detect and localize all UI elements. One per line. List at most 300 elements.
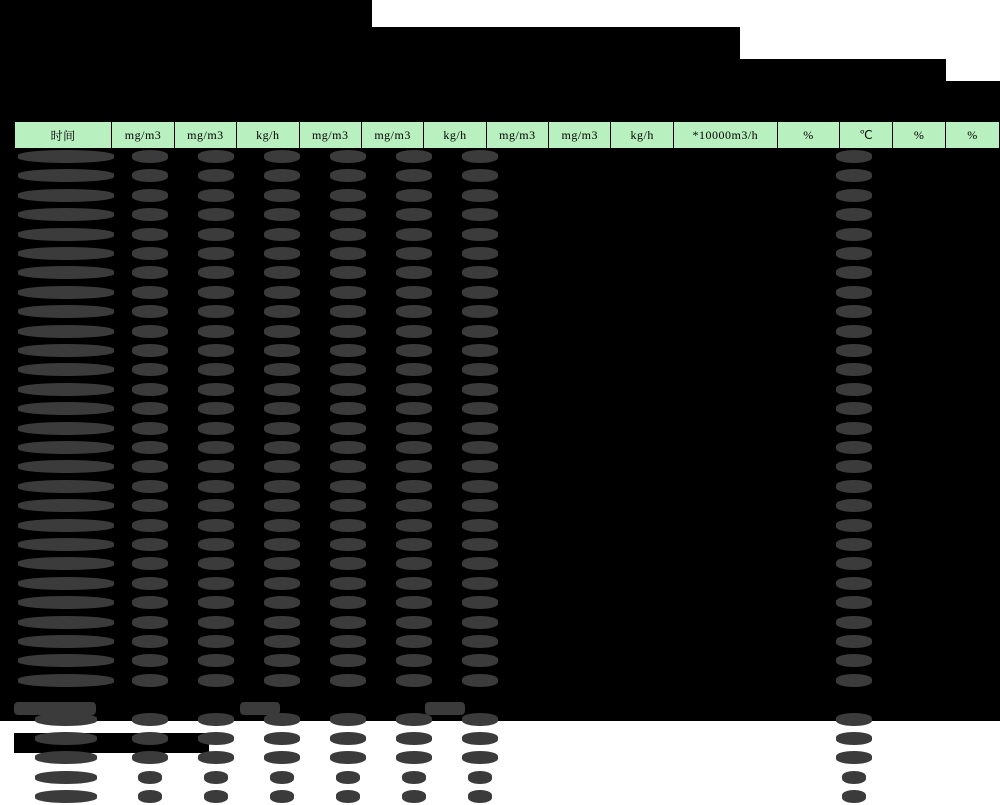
redacted-cell bbox=[132, 480, 168, 493]
unit-cell-5: mg/m3 bbox=[362, 122, 424, 148]
unit-cell-percent-3: % bbox=[967, 127, 978, 142]
redacted-cell bbox=[198, 674, 234, 687]
redacted-cell bbox=[330, 305, 366, 318]
redacted-cell bbox=[836, 596, 872, 609]
redacted-cell bbox=[462, 732, 498, 745]
redacted-cell bbox=[836, 460, 872, 473]
redacted-cell bbox=[462, 383, 498, 396]
redacted-cell bbox=[462, 169, 498, 182]
redacted-cell bbox=[396, 189, 432, 202]
redacted-cell bbox=[18, 635, 114, 648]
redacted-cell bbox=[18, 538, 114, 551]
redacted-cell bbox=[336, 771, 360, 784]
redacted-cell bbox=[462, 228, 498, 241]
redacted-cell bbox=[836, 654, 872, 667]
redacted-cell bbox=[842, 790, 866, 803]
redacted-cell bbox=[198, 266, 234, 279]
redacted-cell bbox=[138, 771, 162, 784]
redacted-cell bbox=[18, 480, 114, 493]
table-row bbox=[0, 480, 1000, 495]
table-row bbox=[0, 538, 1000, 553]
redacted-cell bbox=[198, 228, 234, 241]
table-row bbox=[0, 616, 1000, 631]
redacted-cell bbox=[18, 363, 114, 376]
redacted-title-band-middle bbox=[0, 27, 740, 59]
table-row bbox=[0, 519, 1000, 534]
redacted-cell bbox=[836, 208, 872, 221]
redacted-cell bbox=[330, 499, 366, 512]
redacted-cell bbox=[836, 344, 872, 357]
redacted-cell bbox=[18, 344, 114, 357]
redacted-cell bbox=[402, 790, 426, 803]
redacted-cell bbox=[396, 557, 432, 570]
table-row bbox=[0, 596, 1000, 611]
redacted-cell bbox=[18, 383, 114, 396]
unit-cell-6: kg/h bbox=[424, 122, 486, 148]
redacted-cell bbox=[198, 325, 234, 338]
redacted-cell bbox=[264, 538, 300, 551]
redacted-cell bbox=[18, 557, 114, 570]
redacted-cell bbox=[396, 654, 432, 667]
redacted-cell bbox=[18, 228, 114, 241]
redacted-cell bbox=[836, 169, 872, 182]
redacted-cell bbox=[264, 150, 300, 163]
redacted-cell bbox=[836, 751, 872, 764]
unit-cell-3: kg/h bbox=[237, 122, 299, 148]
redacted-cell bbox=[462, 247, 498, 260]
redacted-cell bbox=[396, 596, 432, 609]
redacted-cell bbox=[132, 189, 168, 202]
redacted-cell bbox=[198, 441, 234, 454]
redacted-cell bbox=[198, 538, 234, 551]
redacted-cell bbox=[204, 771, 228, 784]
unit-cell-4: mg/m3 bbox=[300, 122, 362, 148]
redacted-cell bbox=[330, 441, 366, 454]
redacted-cell bbox=[198, 208, 234, 221]
redacted-cell bbox=[330, 596, 366, 609]
unit-cell-time: 时间 bbox=[15, 122, 112, 148]
table-row bbox=[0, 228, 1000, 243]
redacted-cell bbox=[264, 305, 300, 318]
redacted-cell bbox=[836, 538, 872, 551]
redacted-cell bbox=[18, 422, 114, 435]
table-row bbox=[0, 286, 1000, 301]
redacted-cell bbox=[132, 305, 168, 318]
redacted-cell bbox=[330, 460, 366, 473]
redacted-cell bbox=[198, 305, 234, 318]
redacted-cell bbox=[132, 325, 168, 338]
redacted-cell bbox=[396, 363, 432, 376]
redacted-cell bbox=[264, 383, 300, 396]
redacted-cell bbox=[396, 441, 432, 454]
redacted-cell bbox=[462, 654, 498, 667]
table-row bbox=[0, 577, 1000, 592]
table-row bbox=[0, 247, 1000, 262]
redacted-cell bbox=[396, 286, 432, 299]
redacted-cell bbox=[336, 790, 360, 803]
table-row bbox=[0, 441, 1000, 456]
redacted-subtitle-band bbox=[0, 59, 946, 81]
redacted-cell bbox=[198, 596, 234, 609]
unit-cell-temp: ℃ bbox=[840, 122, 893, 148]
redacted-cell bbox=[264, 674, 300, 687]
redacted-cell bbox=[462, 635, 498, 648]
redacted-cell bbox=[462, 596, 498, 609]
redacted-cell bbox=[396, 208, 432, 221]
table-row bbox=[0, 383, 1000, 398]
table-row bbox=[0, 635, 1000, 650]
redacted-cell bbox=[264, 480, 300, 493]
unit-cell-7: mg/m3 bbox=[487, 122, 549, 148]
redacted-cell bbox=[836, 499, 872, 512]
redacted-cell bbox=[836, 422, 872, 435]
unit-cell-1: mg/m3 bbox=[112, 122, 174, 148]
redacted-cell bbox=[396, 169, 432, 182]
redacted-cell bbox=[198, 577, 234, 590]
redacted-cell bbox=[462, 499, 498, 512]
redacted-cell bbox=[198, 344, 234, 357]
redacted-cell bbox=[18, 460, 114, 473]
unit-cell-8: mg/m3 bbox=[549, 122, 611, 148]
redacted-cell bbox=[836, 383, 872, 396]
redacted-cell bbox=[132, 441, 168, 454]
table-row bbox=[0, 363, 1000, 378]
redacted-cell bbox=[836, 557, 872, 570]
redacted-cell bbox=[132, 286, 168, 299]
redacted-cell bbox=[132, 247, 168, 260]
redacted-cell bbox=[425, 702, 465, 715]
table-row bbox=[0, 208, 1000, 223]
redacted-cell bbox=[836, 732, 872, 745]
redacted-cell bbox=[462, 557, 498, 570]
table-row bbox=[0, 557, 1000, 572]
redacted-cell bbox=[264, 422, 300, 435]
table-row bbox=[0, 771, 1000, 786]
redacted-cell bbox=[132, 538, 168, 551]
redacted-cell bbox=[330, 325, 366, 338]
redacted-cell bbox=[330, 150, 366, 163]
redacted-cell bbox=[836, 674, 872, 687]
redacted-cell bbox=[18, 208, 114, 221]
redacted-cell bbox=[330, 266, 366, 279]
table-row bbox=[0, 499, 1000, 514]
table-row bbox=[0, 169, 1000, 184]
redacted-cell bbox=[468, 790, 492, 803]
redacted-cell bbox=[18, 674, 114, 687]
redacted-cell bbox=[330, 208, 366, 221]
table-row bbox=[0, 654, 1000, 669]
redacted-cell bbox=[18, 266, 114, 279]
redacted-cell bbox=[462, 538, 498, 551]
redacted-cell bbox=[330, 557, 366, 570]
redacted-cell bbox=[18, 596, 114, 609]
table-row bbox=[0, 344, 1000, 359]
redacted-cell bbox=[198, 616, 234, 629]
redacted-cell bbox=[836, 286, 872, 299]
redacted-cell bbox=[138, 790, 162, 803]
redacted-cell bbox=[264, 208, 300, 221]
redacted-cell bbox=[270, 790, 294, 803]
redacted-cell bbox=[330, 247, 366, 260]
redacted-cell bbox=[132, 616, 168, 629]
redacted-cell bbox=[35, 732, 97, 745]
redacted-cell bbox=[132, 266, 168, 279]
redacted-cell bbox=[396, 674, 432, 687]
redacted-cell bbox=[330, 169, 366, 182]
redacted-cell bbox=[264, 363, 300, 376]
redacted-cell bbox=[132, 460, 168, 473]
redacted-cell bbox=[18, 654, 114, 667]
redacted-cell bbox=[18, 616, 114, 629]
redacted-cell bbox=[396, 616, 432, 629]
redacted-cell bbox=[462, 208, 498, 221]
table-row bbox=[0, 674, 1000, 689]
redacted-cell bbox=[836, 247, 872, 260]
redacted-cell bbox=[330, 616, 366, 629]
redacted-cell bbox=[132, 169, 168, 182]
redacted-cell bbox=[462, 344, 498, 357]
table-row bbox=[0, 325, 1000, 340]
redacted-cell bbox=[18, 247, 114, 260]
table-row bbox=[0, 266, 1000, 281]
redacted-cell bbox=[396, 402, 432, 415]
redacted-cell bbox=[198, 402, 234, 415]
redacted-cell bbox=[462, 616, 498, 629]
redacted-cell bbox=[198, 654, 234, 667]
redacted-cell bbox=[264, 189, 300, 202]
redacted-cell bbox=[330, 228, 366, 241]
redacted-cell bbox=[836, 402, 872, 415]
redacted-cell bbox=[396, 751, 432, 764]
redacted-cell bbox=[198, 363, 234, 376]
redacted-cell bbox=[836, 480, 872, 493]
redacted-cell bbox=[264, 732, 300, 745]
redacted-cell bbox=[264, 402, 300, 415]
redacted-cell bbox=[396, 538, 432, 551]
redacted-cell bbox=[836, 363, 872, 376]
redacted-cell bbox=[836, 577, 872, 590]
redacted-cell bbox=[462, 150, 498, 163]
redacted-cell bbox=[330, 635, 366, 648]
redacted-cell bbox=[132, 499, 168, 512]
redacted-cell bbox=[836, 305, 872, 318]
redacted-cell bbox=[330, 751, 366, 764]
redacted-cell bbox=[198, 189, 234, 202]
redacted-cell bbox=[264, 460, 300, 473]
table-row bbox=[0, 790, 1000, 805]
redacted-cell bbox=[396, 499, 432, 512]
redacted-cell bbox=[264, 577, 300, 590]
redacted-cell bbox=[264, 441, 300, 454]
redacted-cell bbox=[330, 519, 366, 532]
redacted-cell bbox=[836, 266, 872, 279]
redacted-cell bbox=[836, 325, 872, 338]
redacted-cell bbox=[198, 499, 234, 512]
redacted-cell bbox=[264, 266, 300, 279]
redacted-cell bbox=[462, 305, 498, 318]
unit-cell-2: mg/m3 bbox=[175, 122, 237, 148]
table-row bbox=[0, 305, 1000, 320]
redacted-cell bbox=[18, 286, 114, 299]
redacted-cell bbox=[18, 519, 114, 532]
redacted-cell bbox=[132, 557, 168, 570]
table-units-header-row bbox=[14, 121, 1000, 149]
redacted-cell bbox=[462, 266, 498, 279]
redacted-cell bbox=[264, 169, 300, 182]
redacted-cell bbox=[462, 674, 498, 687]
redacted-cell bbox=[132, 402, 168, 415]
redacted-cell bbox=[132, 596, 168, 609]
redacted-cell bbox=[264, 286, 300, 299]
redacted-cell bbox=[18, 577, 114, 590]
redacted-cell bbox=[330, 286, 366, 299]
redacted-cell bbox=[396, 460, 432, 473]
redacted-cell bbox=[836, 228, 872, 241]
redacted-cell bbox=[264, 635, 300, 648]
unit-cell-percent-1: % bbox=[778, 122, 840, 148]
redacted-cell bbox=[198, 460, 234, 473]
redacted-cell bbox=[14, 702, 96, 715]
redacted-cell bbox=[270, 771, 294, 784]
table-row bbox=[0, 422, 1000, 437]
redacted-cell bbox=[836, 189, 872, 202]
redacted-cell bbox=[330, 674, 366, 687]
redacted-cell bbox=[330, 344, 366, 357]
redacted-cell bbox=[396, 383, 432, 396]
redacted-cell bbox=[330, 363, 366, 376]
redacted-cell bbox=[132, 577, 168, 590]
redacted-cell bbox=[468, 771, 492, 784]
unit-cell-percent-2: % bbox=[893, 122, 946, 148]
redacted-cell bbox=[18, 189, 114, 202]
unit-cell-flow: *10000m3/h bbox=[674, 122, 778, 148]
redacted-cell bbox=[396, 480, 432, 493]
redacted-cell bbox=[198, 480, 234, 493]
redacted-cell bbox=[330, 422, 366, 435]
redacted-cell bbox=[18, 441, 114, 454]
redacted-cell bbox=[402, 771, 426, 784]
redacted-cell bbox=[198, 557, 234, 570]
table-row bbox=[0, 150, 1000, 165]
redacted-cell bbox=[842, 771, 866, 784]
redacted-cell bbox=[198, 422, 234, 435]
redacted-cell bbox=[35, 771, 97, 784]
redacted-cell bbox=[132, 732, 168, 745]
redacted-cell bbox=[264, 616, 300, 629]
redacted-cell bbox=[198, 286, 234, 299]
redacted-cell bbox=[330, 480, 366, 493]
redacted-cell bbox=[132, 635, 168, 648]
redacted-cell bbox=[330, 654, 366, 667]
redacted-cell bbox=[264, 247, 300, 260]
redacted-cell bbox=[18, 402, 114, 415]
redacted-cell bbox=[462, 286, 498, 299]
table-row bbox=[0, 460, 1000, 475]
redacted-cell bbox=[198, 383, 234, 396]
redacted-cell bbox=[132, 383, 168, 396]
redacted-cell bbox=[462, 480, 498, 493]
redacted-cell bbox=[264, 751, 300, 764]
redacted-cell bbox=[396, 635, 432, 648]
redacted-cell bbox=[462, 519, 498, 532]
redacted-cell bbox=[396, 247, 432, 260]
redacted-cell bbox=[18, 499, 114, 512]
redacted-cell bbox=[396, 344, 432, 357]
redacted-cell bbox=[836, 150, 872, 163]
redacted-cell bbox=[204, 790, 228, 803]
redacted-cell bbox=[198, 519, 234, 532]
redacted-cell bbox=[462, 363, 498, 376]
redacted-cell bbox=[264, 344, 300, 357]
redacted-cell bbox=[462, 577, 498, 590]
redacted-cell bbox=[396, 150, 432, 163]
redacted-cell bbox=[264, 325, 300, 338]
redacted-cell bbox=[396, 519, 432, 532]
redacted-cell bbox=[198, 732, 234, 745]
table-row bbox=[0, 702, 1000, 717]
redacted-cell bbox=[132, 363, 168, 376]
redacted-cell bbox=[132, 422, 168, 435]
redacted-cell bbox=[836, 441, 872, 454]
redacted-cell bbox=[18, 305, 114, 318]
table-row bbox=[0, 732, 1000, 747]
redacted-cell bbox=[462, 441, 498, 454]
redacted-cell bbox=[132, 654, 168, 667]
redacted-cell bbox=[18, 150, 114, 163]
redacted-cell bbox=[198, 247, 234, 260]
redacted-cell bbox=[198, 169, 234, 182]
redacted-cell bbox=[462, 325, 498, 338]
redacted-cell bbox=[18, 169, 114, 182]
redacted-cell bbox=[462, 460, 498, 473]
redacted-cell bbox=[396, 325, 432, 338]
redacted-title-band-top bbox=[0, 0, 372, 27]
redacted-cell bbox=[330, 577, 366, 590]
redacted-cell bbox=[132, 751, 168, 764]
redacted-cell bbox=[396, 228, 432, 241]
redacted-cell bbox=[198, 150, 234, 163]
redacted-cell bbox=[330, 732, 366, 745]
redacted-cell bbox=[396, 305, 432, 318]
redacted-cell bbox=[330, 189, 366, 202]
redacted-cell bbox=[264, 654, 300, 667]
redacted-cell bbox=[462, 189, 498, 202]
redacted-cell bbox=[396, 422, 432, 435]
redacted-cell bbox=[330, 402, 366, 415]
redacted-cell bbox=[35, 751, 97, 764]
redacted-cell bbox=[462, 751, 498, 764]
redacted-cell bbox=[462, 422, 498, 435]
redacted-cell bbox=[836, 519, 872, 532]
redacted-cell bbox=[462, 402, 498, 415]
redacted-cell bbox=[330, 538, 366, 551]
redacted-cell bbox=[240, 702, 280, 715]
redacted-cell bbox=[264, 499, 300, 512]
redacted-cell bbox=[132, 228, 168, 241]
redacted-cell bbox=[132, 208, 168, 221]
redacted-cell bbox=[198, 635, 234, 648]
redacted-cell bbox=[264, 519, 300, 532]
redacted-cell bbox=[836, 635, 872, 648]
redacted-cell bbox=[132, 344, 168, 357]
redacted-cell bbox=[264, 596, 300, 609]
table-row bbox=[0, 402, 1000, 417]
redacted-cell bbox=[35, 790, 97, 803]
redacted-cell bbox=[132, 150, 168, 163]
redacted-cell bbox=[198, 751, 234, 764]
unit-cell-9: kg/h bbox=[611, 122, 673, 148]
redacted-cell bbox=[396, 266, 432, 279]
